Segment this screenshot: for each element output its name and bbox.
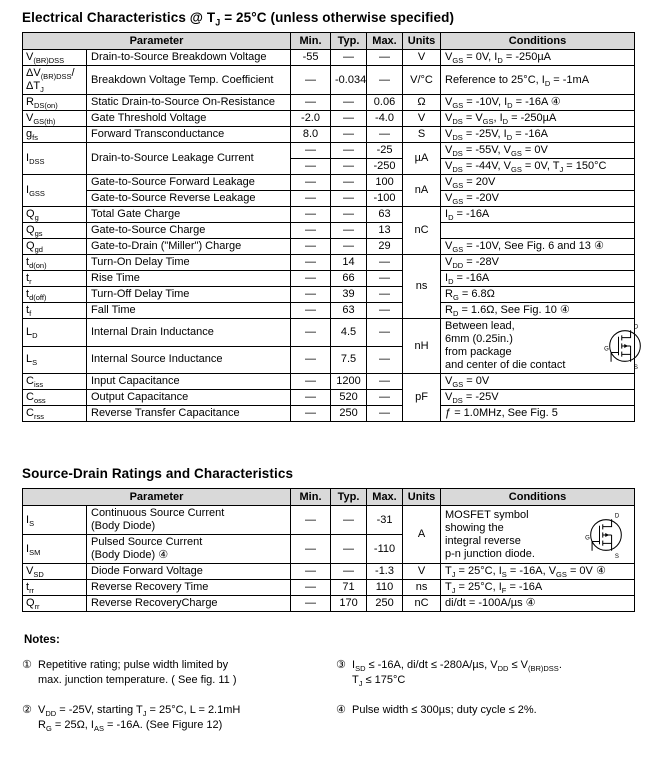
column-header: Typ.	[331, 33, 367, 50]
value-cell: —	[367, 287, 403, 303]
note-text-3: $I_{SD} \le -16A$, di/dt ≤ -280A/µs, $V_{DD} \le V_{(BR)DSS}$. $T_J \le 175^\circ C$	[352, 659, 562, 689]
note-text-4: Pulse width ≤ 300µs; duty cycle ≤ 2%.	[352, 704, 537, 716]
value-cell: 110	[367, 580, 403, 596]
value-cell: —	[291, 564, 331, 580]
note-marker-4: ④	[336, 704, 346, 716]
table-row	[23, 319, 635, 347]
mosfet-symbol-icon	[599, 319, 651, 373]
value-cell: 250	[367, 596, 403, 612]
unit-cell: nC	[403, 596, 441, 612]
value-cell: —	[291, 319, 331, 347]
value-cell: —	[331, 159, 367, 175]
note-item-3	[336, 658, 632, 688]
param-symbol: $C_{oss}$	[23, 390, 87, 406]
unit-cell: ns	[403, 580, 441, 596]
param-description: Reverse Recovery Time	[87, 580, 291, 596]
value-cell: —	[291, 95, 331, 111]
column-header: Max.	[367, 489, 403, 506]
value-cell: —	[291, 223, 331, 239]
value-cell: 63	[331, 303, 367, 319]
value-cell: —	[367, 390, 403, 406]
param-symbol: $V_{(BR)DSS}$	[23, 50, 87, 66]
note-item-1	[22, 658, 318, 688]
param-symbol: $I_{DSS}$	[23, 143, 87, 175]
note-item-4	[336, 703, 632, 718]
value-cell: —	[291, 374, 331, 390]
svg-text:S: S	[614, 553, 619, 560]
param-symbol: $I_{GSS}$	[23, 175, 87, 207]
value-cell: —	[331, 535, 367, 564]
conditions-cell: ƒ = 1.0MHz, See Fig. 5	[441, 406, 635, 422]
param-symbol: $Q_{gd}$	[23, 239, 87, 255]
value-cell: —	[331, 506, 367, 535]
unit-cell: pF	[403, 374, 441, 422]
value-cell: —	[291, 239, 331, 255]
value-cell: —	[291, 390, 331, 406]
param-description: Turn-Off Delay Time	[87, 287, 291, 303]
table-row	[23, 506, 635, 535]
value-cell: —	[331, 223, 367, 239]
param-description: Diode Forward Voltage	[87, 564, 291, 580]
source-drain-ratings-section	[22, 488, 636, 612]
value-cell: —	[367, 255, 403, 271]
value-cell: —	[291, 66, 331, 95]
table-row	[23, 50, 635, 66]
table-row	[23, 223, 635, 239]
conditions-cell: $V_{DS} = -55V$, $V_{GS} = 0V$	[441, 143, 635, 159]
param-symbol: $t_{d(on)}$	[23, 255, 87, 271]
param-description: Reverse RecoveryCharge	[87, 596, 291, 612]
param-description: Fall Time	[87, 303, 291, 319]
value-cell: —	[367, 406, 403, 422]
value-cell: 8.0	[291, 127, 331, 143]
param-description: Forward Transconductance	[87, 127, 291, 143]
value-cell: 250	[331, 406, 367, 422]
value-cell: 4.5	[331, 319, 367, 347]
value-cell: 14	[331, 255, 367, 271]
conditions-cell: $V_{DS} = -25V$	[441, 390, 635, 406]
value-cell: —	[367, 303, 403, 319]
param-symbol: $V_{SD}$	[23, 564, 87, 580]
value-cell: -4.0	[367, 111, 403, 127]
param-description: Reverse Transfer Capacitance	[87, 406, 291, 422]
param-symbol: $t_r$	[23, 271, 87, 287]
notes-grid	[22, 658, 636, 733]
conditions-cell	[441, 319, 639, 374]
value-cell: —	[331, 191, 367, 207]
conditions-cell: $V_{GS} = -20V$	[441, 191, 635, 207]
unit-cell: Ω	[403, 95, 441, 111]
value-cell: —	[367, 66, 403, 95]
param-symbol: $V_{GS(th)}$	[23, 111, 87, 127]
param-description: Gate-to-Source Charge	[87, 223, 291, 239]
header-row	[23, 33, 635, 50]
table-row	[23, 406, 635, 422]
param-description: Total Gate Charge	[87, 207, 291, 223]
value-cell: —	[367, 374, 403, 390]
param-symbol: $I_S$	[23, 506, 87, 535]
notes-section	[22, 634, 636, 733]
column-header: Parameter	[23, 33, 291, 50]
source-drain-ratings-table	[22, 488, 635, 612]
value-cell: 39	[331, 287, 367, 303]
value-cell: -110	[367, 535, 403, 564]
note-marker-1: ①	[22, 659, 32, 671]
value-cell: 66	[331, 271, 367, 287]
electrical-characteristics-table	[22, 32, 639, 422]
param-symbol: $C_{rss}$	[23, 406, 87, 422]
value-cell: -1.3	[367, 564, 403, 580]
param-symbol: $t_{d(off)}$	[23, 287, 87, 303]
header-row	[23, 489, 635, 506]
table-row	[23, 111, 635, 127]
value-cell: 170	[331, 596, 367, 612]
param-description: Input Capacitance	[87, 374, 291, 390]
svg-text:D: D	[633, 324, 639, 331]
column-header: Max.	[367, 33, 403, 50]
param-symbol: $t_f$	[23, 303, 87, 319]
unit-cell: µA	[403, 143, 441, 175]
conditions-text: Between lead, 6mm (0.25in.) from package and center of die contact	[445, 320, 566, 371]
conditions-cell: $T_J = 25^\circ C$, $I_F = -16A$	[441, 580, 635, 596]
value-cell: —	[367, 127, 403, 143]
value-cell: -2.0	[291, 111, 331, 127]
value-cell: —	[367, 50, 403, 66]
param-symbol: $I_{SM}$	[23, 535, 87, 564]
notes-heading: Notes:	[24, 634, 60, 646]
value-cell: —	[291, 271, 331, 287]
param-description: Rise Time	[87, 271, 291, 287]
param-description: Internal Drain Inductance	[87, 319, 291, 347]
notes-column-right	[336, 658, 632, 733]
table-row	[23, 207, 635, 223]
column-header: Units	[403, 33, 441, 50]
value-cell: —	[291, 303, 331, 319]
conditions-cell: $I_D = -16A$	[441, 271, 635, 287]
conditions-cell: $V_{GS} = 0V$	[441, 374, 635, 390]
table-row	[23, 271, 635, 287]
value-cell: —	[291, 175, 331, 191]
value-cell: 0.06	[367, 95, 403, 111]
conditions-cell: $V_{GS} = -10V$, $I_D = -16A$ ④	[441, 95, 635, 111]
value-cell: —	[331, 175, 367, 191]
unit-cell: ns	[403, 255, 441, 319]
conditions-cell: $I_D = -16A$	[441, 207, 635, 223]
param-description: Gate Threshold Voltage	[87, 111, 291, 127]
value-cell: —	[291, 255, 331, 271]
param-symbol: $L_S$	[23, 346, 87, 374]
param-description: Gate-to-Drain ("Miller") Charge	[87, 239, 291, 255]
conditions-cell: $V_{DS} = -44V$, $V_{GS} = 0V$, $T_J = 150^\circ C$	[441, 159, 635, 175]
note-text-1: Repetitive rating; pulse width limited by max. junction temperature. ( See fig. 11 )	[38, 659, 237, 686]
mosfet-symbol-icon	[580, 508, 632, 562]
value-cell: —	[291, 207, 331, 223]
notes-column-left	[22, 658, 318, 733]
conditions-cell: di/dt = -100A/µs ④	[441, 596, 635, 612]
value-cell: —	[291, 535, 331, 564]
conditions-cell: $V_{DD} = -28V$	[441, 255, 635, 271]
conditions-cell: $R_G = 6.8\Omega$	[441, 287, 635, 303]
table-row	[23, 239, 635, 255]
value-cell: —	[367, 319, 403, 347]
table-row	[23, 143, 635, 159]
param-symbol: $L_D$	[23, 319, 87, 347]
param-description: Internal Source Inductance	[87, 346, 291, 374]
value-cell: —	[367, 346, 403, 374]
table-row	[23, 95, 635, 111]
table-row	[23, 175, 635, 191]
table-row	[23, 191, 635, 207]
table-row	[23, 596, 635, 612]
param-symbol: $Q_g$	[23, 207, 87, 223]
value-cell: —	[291, 287, 331, 303]
param-symbol: $Q_{rr}$	[23, 596, 87, 612]
value-cell: 520	[331, 390, 367, 406]
table-row	[23, 287, 635, 303]
value-cell: —	[291, 580, 331, 596]
value-cell: —	[331, 111, 367, 127]
value-cell: —	[331, 207, 367, 223]
unit-cell: V/°C	[403, 66, 441, 95]
param-description: Turn-On Delay Time	[87, 255, 291, 271]
param-description: Static Drain-to-Source On-Resistance	[87, 95, 291, 111]
unit-cell: V	[403, 50, 441, 66]
param-description: Drain-to-Source Breakdown Voltage	[87, 50, 291, 66]
note-marker-2: ②	[22, 704, 32, 716]
param-description: Gate-to-Source Forward Leakage	[87, 175, 291, 191]
svg-text:D: D	[614, 512, 620, 519]
column-header: Min.	[291, 33, 331, 50]
table-row	[23, 127, 635, 143]
value-cell: —	[331, 239, 367, 255]
param-symbol: $R_{DS(on)}$	[23, 95, 87, 111]
unit-cell: nH	[403, 319, 441, 374]
table-row	[23, 564, 635, 580]
param-description: Breakdown Voltage Temp. Coefficient	[87, 66, 291, 95]
value-cell: —	[331, 50, 367, 66]
svg-text:G: G	[585, 535, 590, 542]
table-row	[23, 303, 635, 319]
value-cell: 7.5	[331, 346, 367, 374]
value-cell: —	[367, 271, 403, 287]
param-symbol: $\Delta V_{(BR)DSS}/\Delta T_J$	[23, 66, 87, 95]
column-header: Units	[403, 489, 441, 506]
value-cell: 13	[367, 223, 403, 239]
column-header: Conditions	[441, 33, 635, 50]
unit-cell: S	[403, 127, 441, 143]
conditions-cell: Reference to 25°C, $I_D = -1mA$	[441, 66, 635, 95]
svg-text:G: G	[604, 346, 609, 353]
note-marker-3: ③	[336, 659, 346, 671]
conditions-cell: $V_{GS} = 20V$	[441, 175, 635, 191]
param-description: Pulsed Source Current (Body Diode) ④	[87, 535, 291, 564]
conditions-cell: $R_D = 1.6\Omega$, See Fig. 10 ④	[441, 303, 635, 319]
value-cell: —	[291, 159, 331, 175]
column-header: Conditions	[441, 489, 635, 506]
unit-cell: V	[403, 111, 441, 127]
value-cell: -31	[367, 506, 403, 535]
column-header: Min.	[291, 489, 331, 506]
param-symbol: $g_{fs}$	[23, 127, 87, 143]
param-description: Gate-to-Source Reverse Leakage	[87, 191, 291, 207]
column-header: Typ.	[331, 489, 367, 506]
value-cell: -100	[367, 191, 403, 207]
conditions-cell: $V_{GS} = 0V$, $I_D = -250\mu A$	[441, 50, 635, 66]
section-title-electrical-characteristics: Electrical Characteristics @ $T_J = 25^\circ C$ (unless otherwise specified)	[22, 10, 455, 28]
conditions-text: MOSFET symbol showing the integral reverse p-n junction diode.	[445, 508, 535, 560]
value-cell: -0.034	[331, 66, 367, 95]
value-cell: 29	[367, 239, 403, 255]
column-header: Parameter	[23, 489, 291, 506]
note-item-2	[22, 703, 318, 733]
value-cell: —	[331, 143, 367, 159]
unit-cell: nA	[403, 175, 441, 207]
note-text-2: $V_{DD} = -25V$, starting $T_J = 25^\circ C$, L = 2.1mH $R_G = 25\Omega$, $I_{AS} = -16A$. (See Figure 12)	[38, 704, 241, 734]
value-cell: 1200	[331, 374, 367, 390]
param-symbol: $t_{rr}$	[23, 580, 87, 596]
value-cell: —	[331, 127, 367, 143]
unit-cell: nC	[403, 207, 441, 255]
conditions-cell	[441, 223, 635, 239]
value-cell: 71	[331, 580, 367, 596]
table-row	[23, 580, 635, 596]
value-cell: —	[291, 506, 331, 535]
electrical-characteristics-section	[22, 32, 639, 422]
section-title-source-drain: Source-Drain Ratings and Characteristics	[22, 466, 294, 481]
value-cell: 63	[367, 207, 403, 223]
table-row	[23, 374, 635, 390]
conditions-cell: $V_{GS} = -10V$, See Fig. 6 and 13 ④	[441, 239, 635, 255]
param-symbol: $C_{iss}$	[23, 374, 87, 390]
conditions-cell	[441, 506, 635, 564]
value-cell: —	[291, 191, 331, 207]
conditions-cell: $V_{DS} = V_{GS}$, $I_D = -250\mu A$	[441, 111, 635, 127]
param-symbol: $Q_{gs}$	[23, 223, 87, 239]
value-cell: —	[291, 143, 331, 159]
value-cell: -250	[367, 159, 403, 175]
value-cell: —	[291, 406, 331, 422]
svg-text:S: S	[633, 365, 638, 372]
unit-cell: A	[403, 506, 441, 564]
param-description: Drain-to-Source Leakage Current	[87, 143, 291, 175]
table-row	[23, 390, 635, 406]
param-description: Output Capacitance	[87, 390, 291, 406]
value-cell: —	[291, 596, 331, 612]
param-description: Continuous Source Current (Body Diode)	[87, 506, 291, 535]
conditions-cell: $V_{DS} = -25V$, $I_D = -16A$	[441, 127, 635, 143]
unit-cell: V	[403, 564, 441, 580]
value-cell: —	[291, 346, 331, 374]
value-cell: —	[331, 564, 367, 580]
table-row	[23, 66, 635, 95]
value-cell: 100	[367, 175, 403, 191]
conditions-cell: $T_J = 25^\circ C$, $I_S = -16A$, $V_{GS} = 0V$ ④	[441, 564, 635, 580]
table-row	[23, 255, 635, 271]
value-cell: -25	[367, 143, 403, 159]
value-cell: -55	[291, 50, 331, 66]
value-cell: —	[331, 95, 367, 111]
